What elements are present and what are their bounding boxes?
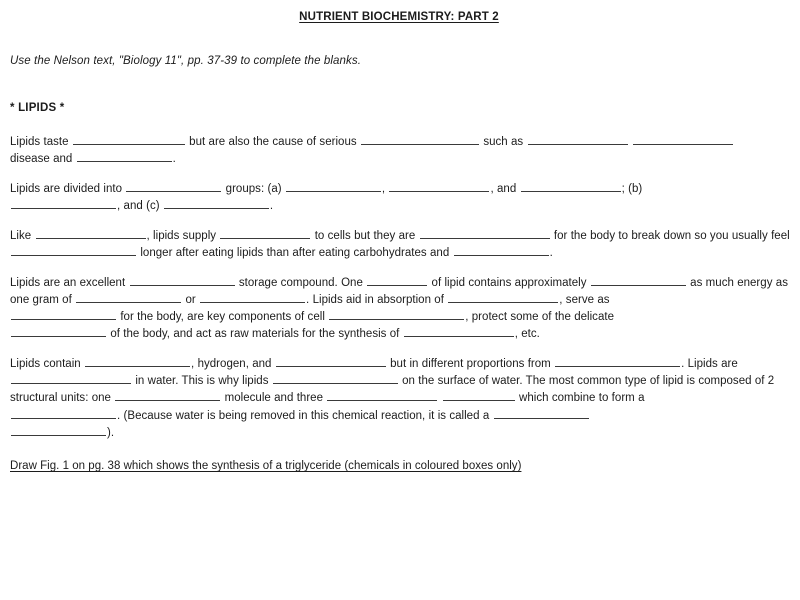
blank-field[interactable] — [276, 355, 386, 367]
blank-field[interactable] — [443, 389, 515, 401]
text-fragment: Lipids are an excellent — [10, 276, 126, 289]
text-fragment: , lipids supply — [146, 229, 217, 242]
blank-field[interactable] — [454, 244, 549, 256]
blank-field[interactable] — [329, 308, 464, 320]
text-fragment: , — [381, 182, 386, 195]
paragraph-supply — [10, 227, 790, 261]
text-fragment: . Lipids aid in absorption of — [306, 293, 444, 306]
page-title — [8, 11, 790, 23]
blank-field[interactable] — [115, 389, 220, 401]
blank-field[interactable] — [389, 180, 489, 192]
text-fragment: . Lipids are — [681, 358, 738, 371]
blank-field[interactable] — [11, 244, 136, 256]
text-fragment: . — [172, 153, 176, 166]
blank-field[interactable] — [220, 227, 310, 239]
blank-field[interactable] — [404, 325, 514, 337]
blank-field[interactable] — [11, 372, 131, 384]
paragraph-composition — [10, 355, 790, 441]
blank-field[interactable] — [11, 325, 106, 337]
text-fragment: storage compound. One — [238, 276, 363, 289]
text-fragment: Like — [10, 229, 32, 242]
blank-field[interactable] — [494, 407, 589, 419]
text-fragment: molecule and three — [224, 392, 324, 405]
blank-field[interactable] — [76, 291, 181, 303]
blank-field[interactable] — [77, 150, 172, 162]
section-heading-lipids: * LIPIDS * — [10, 102, 65, 114]
text-fragment: on the surface of water. The most common type of lipid is composed of 2 structural units: one — [10, 375, 775, 405]
page-title-text: NUTRIENT BIOCHEMISTRY: PART 2 — [299, 11, 499, 23]
blank-field[interactable] — [164, 197, 269, 209]
blank-field[interactable] — [85, 355, 190, 367]
text-fragment: disease and — [10, 153, 73, 166]
text-fragment: ; (b) — [621, 182, 643, 195]
text-fragment: . (Because water is being removed in this chemical reaction, it is called a — [117, 409, 490, 422]
text-fragment: which combine to form a — [519, 392, 645, 405]
paragraph-energy — [10, 274, 790, 343]
text-fragment: , and (c) — [117, 200, 160, 213]
text-fragment: but in different proportions from — [390, 358, 551, 371]
text-fragment: or — [185, 293, 196, 306]
blank-field[interactable] — [448, 291, 558, 303]
blank-field[interactable] — [11, 407, 116, 419]
text-fragment: , etc. — [514, 328, 540, 341]
text-fragment: groups: (a) — [225, 182, 282, 195]
blank-field[interactable] — [11, 308, 116, 320]
blank-field[interactable] — [11, 197, 116, 209]
closing-instruction — [10, 460, 790, 472]
text-fragment: ). — [107, 426, 115, 439]
text-fragment: , hydrogen, and — [191, 358, 272, 371]
text-fragment: Lipids contain — [10, 358, 81, 371]
blank-field[interactable] — [36, 227, 146, 239]
blank-field[interactable] — [273, 372, 398, 384]
blank-field[interactable] — [361, 133, 479, 145]
blank-field[interactable] — [420, 227, 550, 239]
blank-field[interactable] — [11, 424, 106, 436]
text-fragment: , and — [490, 182, 517, 195]
text-fragment: of lipid contains approximately — [431, 276, 587, 289]
paragraph-groups — [10, 180, 790, 214]
text-fragment: Lipids are divided into — [10, 182, 122, 195]
text-fragment: , protect some of the delicate — [465, 311, 614, 324]
blank-field[interactable] — [367, 274, 427, 286]
blank-field[interactable] — [126, 180, 221, 192]
text-fragment: as much energy as one gram of — [10, 276, 788, 306]
text-fragment: of the body, and act as raw materials for the synthesis of — [110, 328, 400, 341]
text-fragment: for the body to break down so you usually feel — [553, 229, 790, 242]
blank-field[interactable] — [633, 133, 733, 145]
text-fragment: such as — [483, 136, 524, 148]
text-fragment: Lipids taste — [10, 136, 69, 148]
text-fragment: . — [549, 247, 553, 260]
paragraph-taste — [10, 133, 790, 167]
blank-field[interactable] — [73, 133, 185, 145]
text-fragment: to cells but they are — [314, 229, 416, 242]
text-fragment: longer after eating lipids than after eating carbohydrates and — [140, 247, 450, 260]
text-fragment: but are also the cause of serious — [189, 136, 357, 148]
instructions-subtitle: Use the Nelson text, "Biology 11", pp. 37-39 to complete the blanks. — [10, 55, 362, 67]
blank-field[interactable] — [555, 355, 680, 367]
blank-field[interactable] — [200, 291, 305, 303]
blank-field[interactable] — [327, 389, 437, 401]
closing-instruction-text: Draw Fig. 1 on pg. 38 which shows the synthesis of a triglyceride (chemicals in coloured boxes only) — [10, 460, 522, 473]
blank-field[interactable] — [521, 180, 621, 192]
blank-field[interactable] — [286, 180, 381, 192]
blank-field[interactable] — [130, 274, 235, 286]
text-fragment: in water. This is why lipids — [135, 375, 269, 388]
blank-field[interactable] — [528, 133, 628, 145]
text-fragment: , serve as — [559, 293, 610, 306]
text-fragment: for the body, are key components of cell — [120, 311, 325, 324]
blank-field[interactable] — [591, 274, 686, 286]
text-fragment: . — [269, 200, 274, 213]
